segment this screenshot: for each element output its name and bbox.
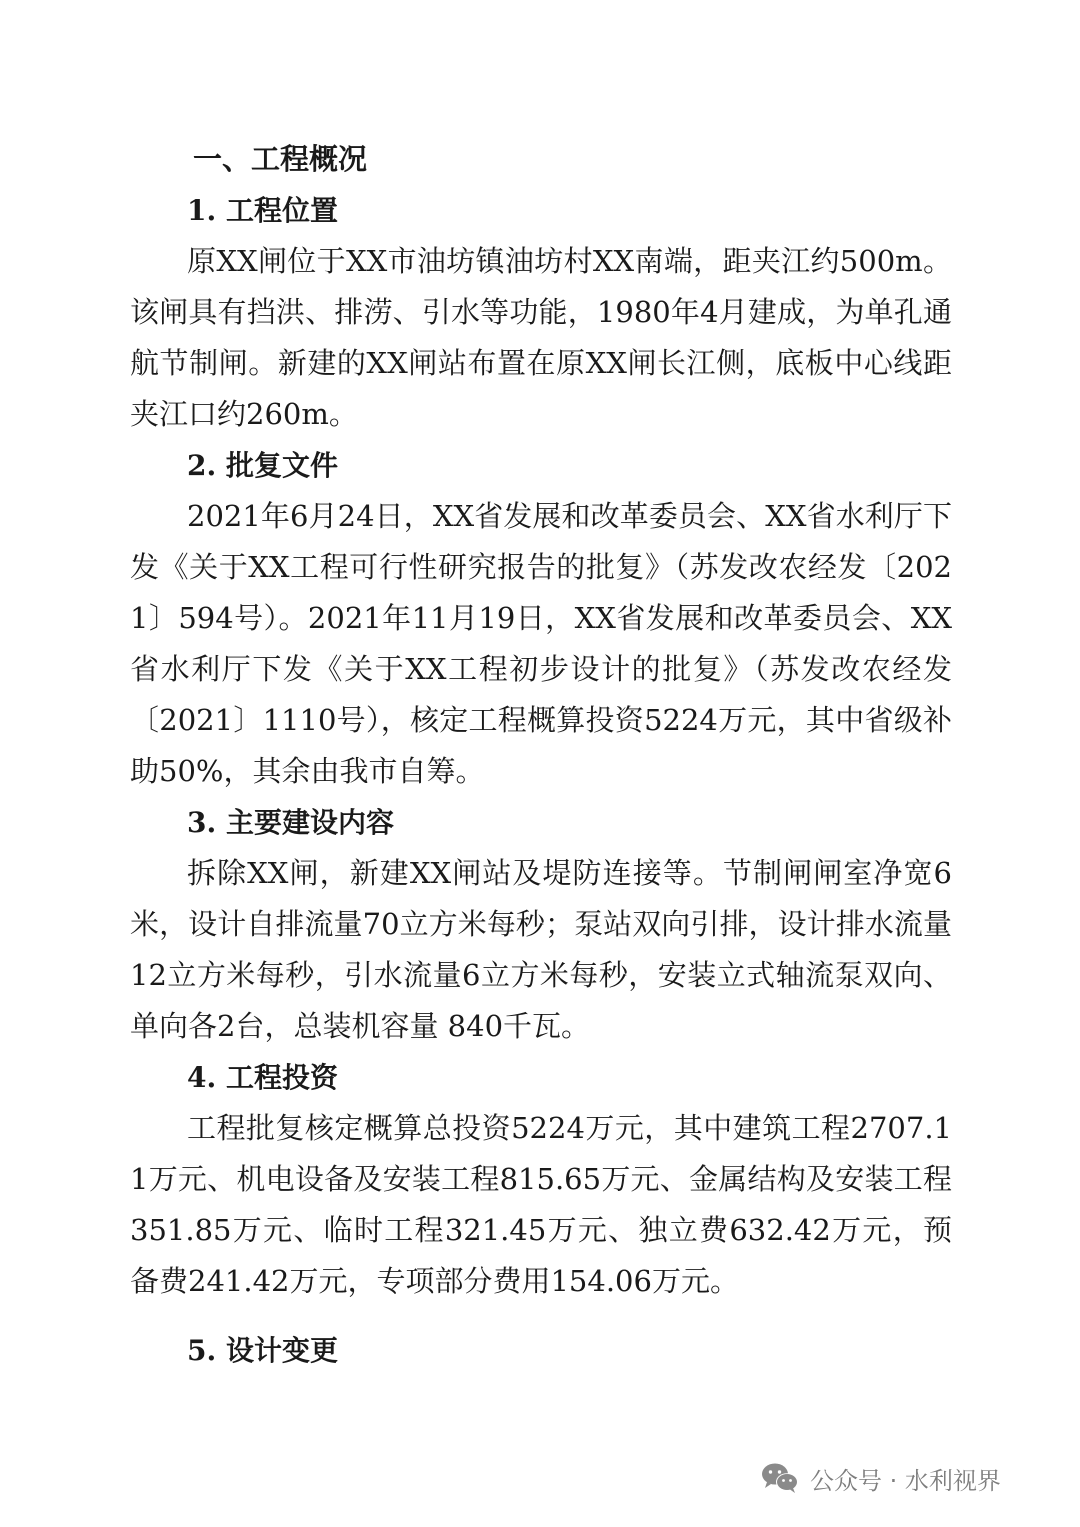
heading-investment: 4. 工程投资: [187, 1061, 338, 1094]
paragraph-approval: 2021年6月24日，XX省发展和改革委员会、XX省水利厅下发《关于XX工程可行性研究报告的批复》（苏发改农经发〔2021〕594号）。2021年11月19日，XX省发展和改革委员会、XX省水利厅下发《关于XX工程初步设计的批复》（苏发改农经发〔2021〕1110号），核定工程概算投资5224万元，其中省级补助50%，其余由我市自筹。: [130, 499, 952, 788]
section-title: 一、工程概况: [193, 142, 368, 176]
watermark: [760, 1458, 1001, 1498]
paragraph-construction: 拆除XX闸，新建XX闸站及堤防连接等。节制闸闸室净宽6米，设计自排流量70立方米每秒；泵站双向引排，设计排水流量12立方米每秒，引水流量6立方米每秒，安装立式轴流泵双向、单向各2台，总装机容量 840千瓦。: [130, 856, 952, 1043]
paragraph-investment: 工程批复核定概算总投资5224万元，其中建筑工程2707.11万元、机电设备及安装工程815.65万元、金属结构及安装工程351.85万元、临时工程321.45万元、独立费632.42万元，预备费241.42万元，专项部分费用154.06万元。: [130, 1111, 952, 1298]
paragraph-location: 原XX闸位于XX市油坊镇油坊村XX南端，距夹江约500m。该闸具有挡洪、排涝、引水等功能，1980年4月建成，为单孔通航节制闸。新建的XX闸站布置在原XX闸长江侧，底板中心线距夹江口约260m。: [130, 244, 952, 431]
heading-design-change: 5. 设计变更: [187, 1334, 338, 1367]
document-page: [130, 133, 952, 1376]
wechat-icon: [760, 1461, 800, 1495]
heading-location: 1. 工程位置: [187, 194, 338, 227]
heading-approval: 2. 批复文件: [187, 449, 338, 482]
heading-construction: 3. 主要建设内容: [187, 806, 394, 839]
watermark-text: 公众号 · 水利视界: [810, 1466, 1001, 1495]
